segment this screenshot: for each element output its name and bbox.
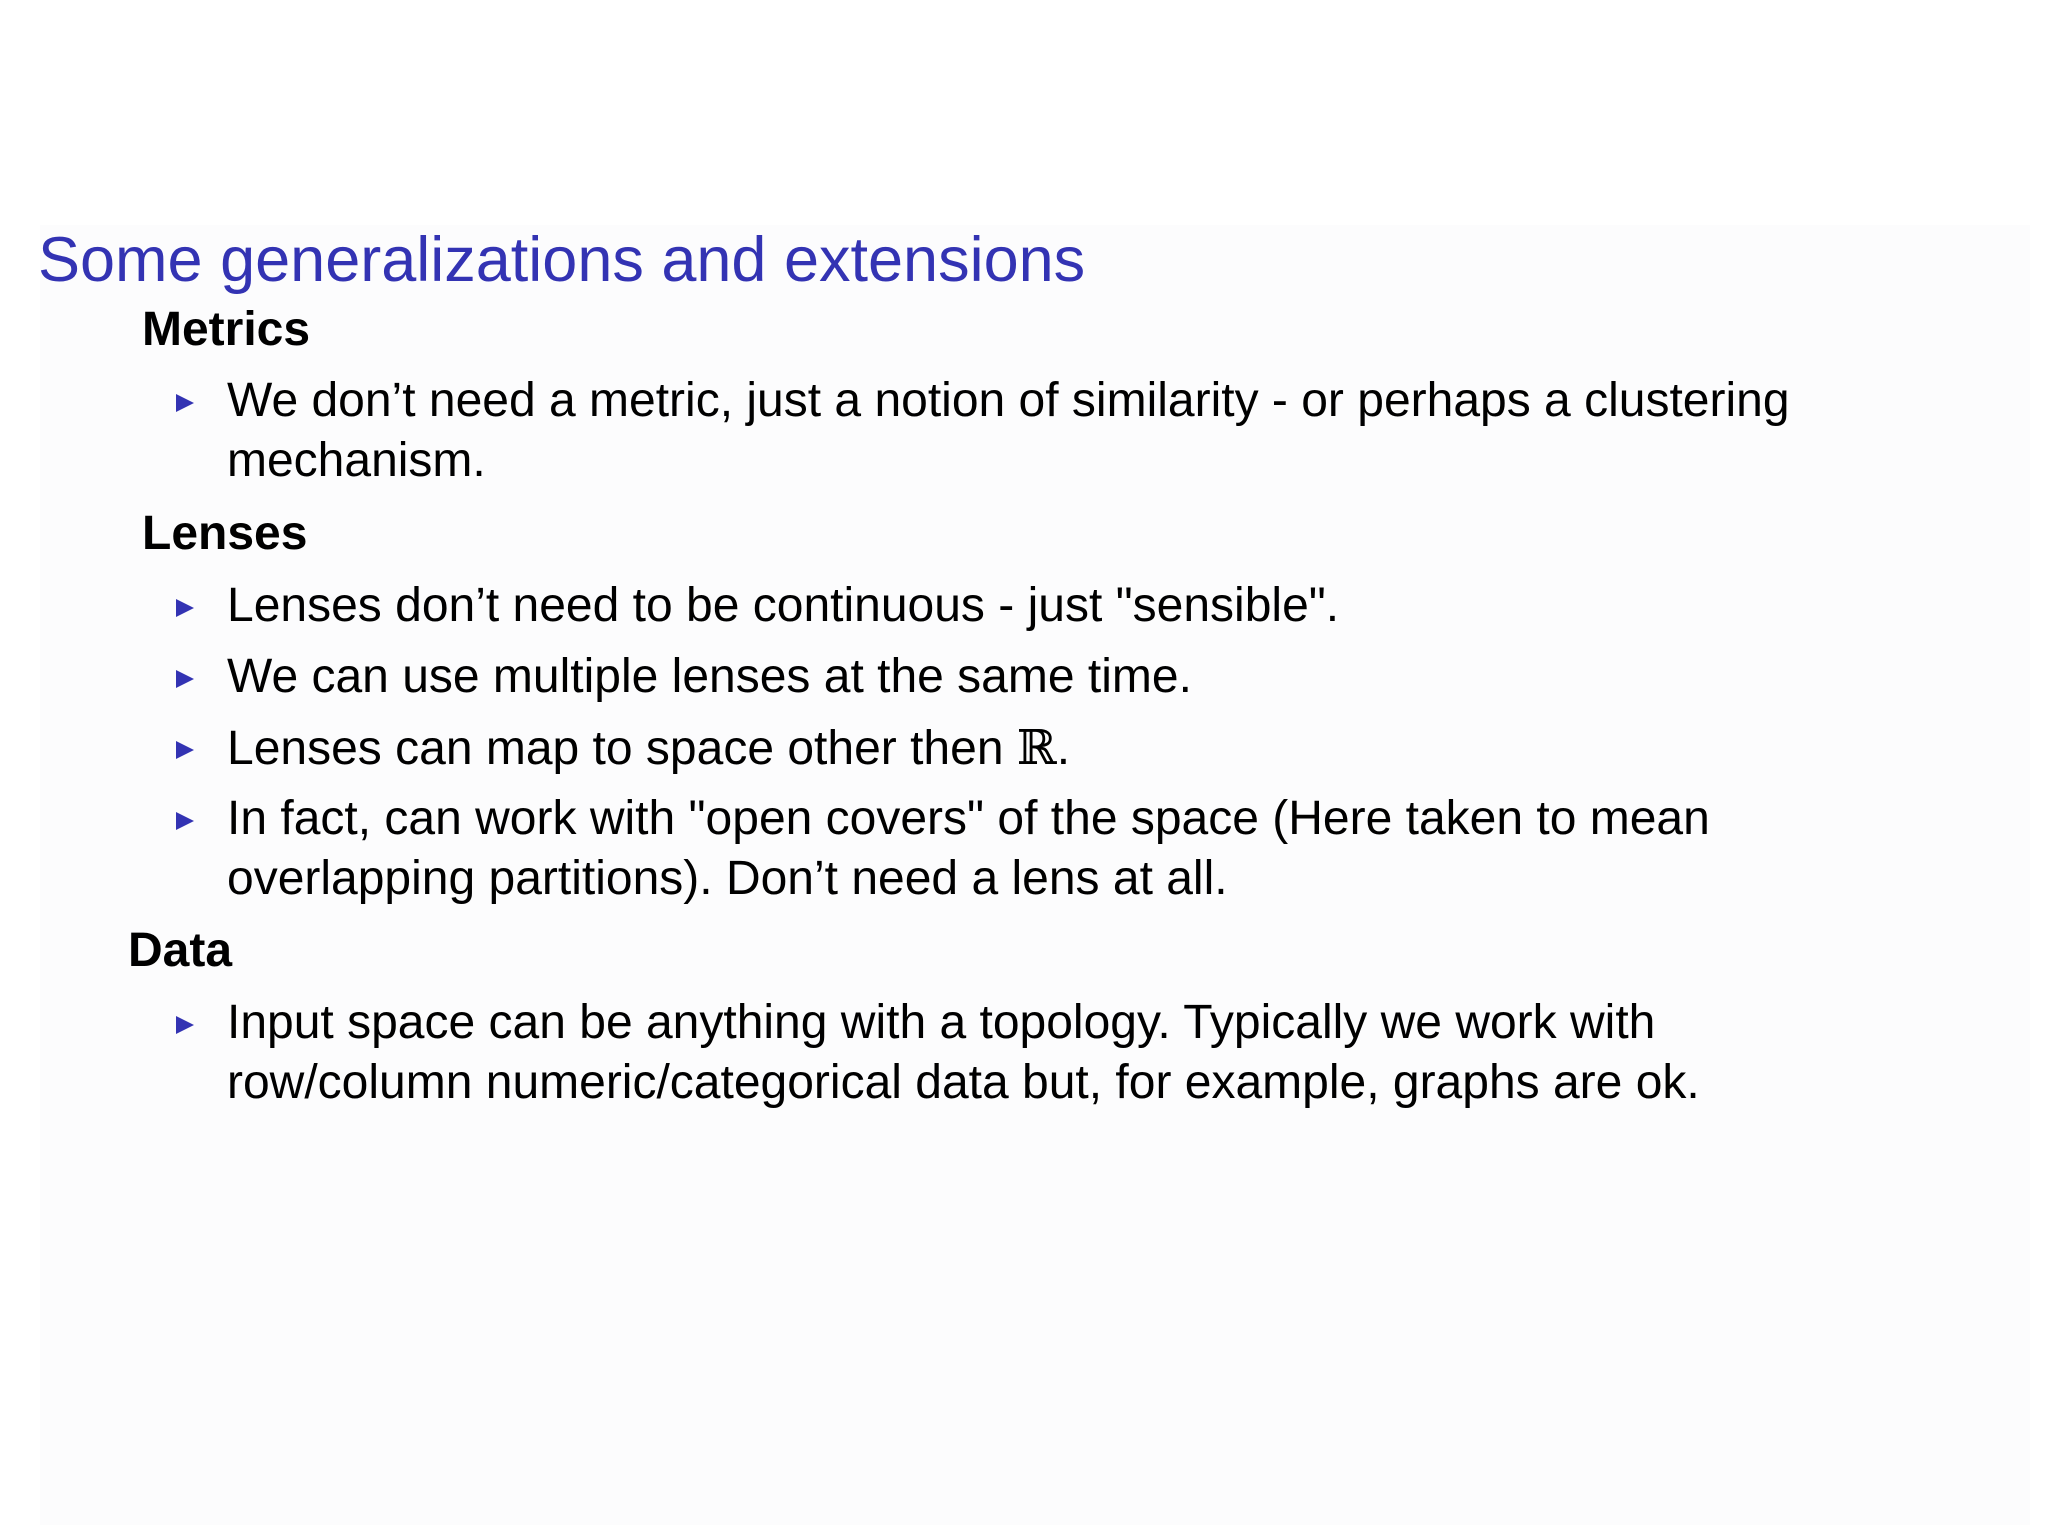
list-item-lenses-1	[227, 576, 1339, 636]
bullet-icon	[174, 578, 196, 636]
list-item-text-line: row/column numeric/categorical data but, for example, graphs are ok.	[227, 1056, 1700, 1109]
list-item-text-line: In fact, can work with "open covers" of the space (Here taken to mean	[227, 792, 1710, 845]
list-item-lenses-2	[227, 647, 1192, 707]
list-item-text-line: We don’t need a metric, just a notion of similarity - or perhaps a clustering	[227, 374, 1790, 427]
list-item-text-line: Lenses can map to space other then	[227, 722, 1004, 775]
section-heading-lenses: Lenses	[142, 507, 308, 560]
list-item-text-line: Lenses don’t need to be continuous - just "sensible".	[227, 579, 1340, 632]
list-item-lenses-3	[227, 718, 1070, 779]
slide-title: Some generalizations and extensions	[38, 225, 1086, 295]
list-item-text-line: Input space can be anything with a topology. Typically we work with	[227, 996, 1656, 1049]
list-item-text-line: overlapping partitions). Don’t need a lens at all.	[227, 852, 1228, 905]
bullet-icon	[174, 791, 196, 849]
list-item-lenses-4	[227, 789, 1710, 909]
bullet-icon	[174, 720, 196, 778]
list-item-text-line: We can use multiple lenses at the same time.	[227, 650, 1192, 703]
bullet-icon	[174, 995, 196, 1053]
list-item-metrics-1	[227, 371, 1790, 491]
section-heading-data: Data	[128, 924, 233, 977]
list-item-suffix: .	[1056, 722, 1071, 775]
real-numbers-symbol: ℝ	[1016, 720, 1057, 776]
list-item-text-line: mechanism.	[227, 434, 486, 487]
list-item-data-1	[227, 993, 1700, 1113]
bullet-icon	[174, 373, 196, 431]
bullet-icon	[174, 649, 196, 707]
section-heading-metrics: Metrics	[142, 303, 311, 356]
